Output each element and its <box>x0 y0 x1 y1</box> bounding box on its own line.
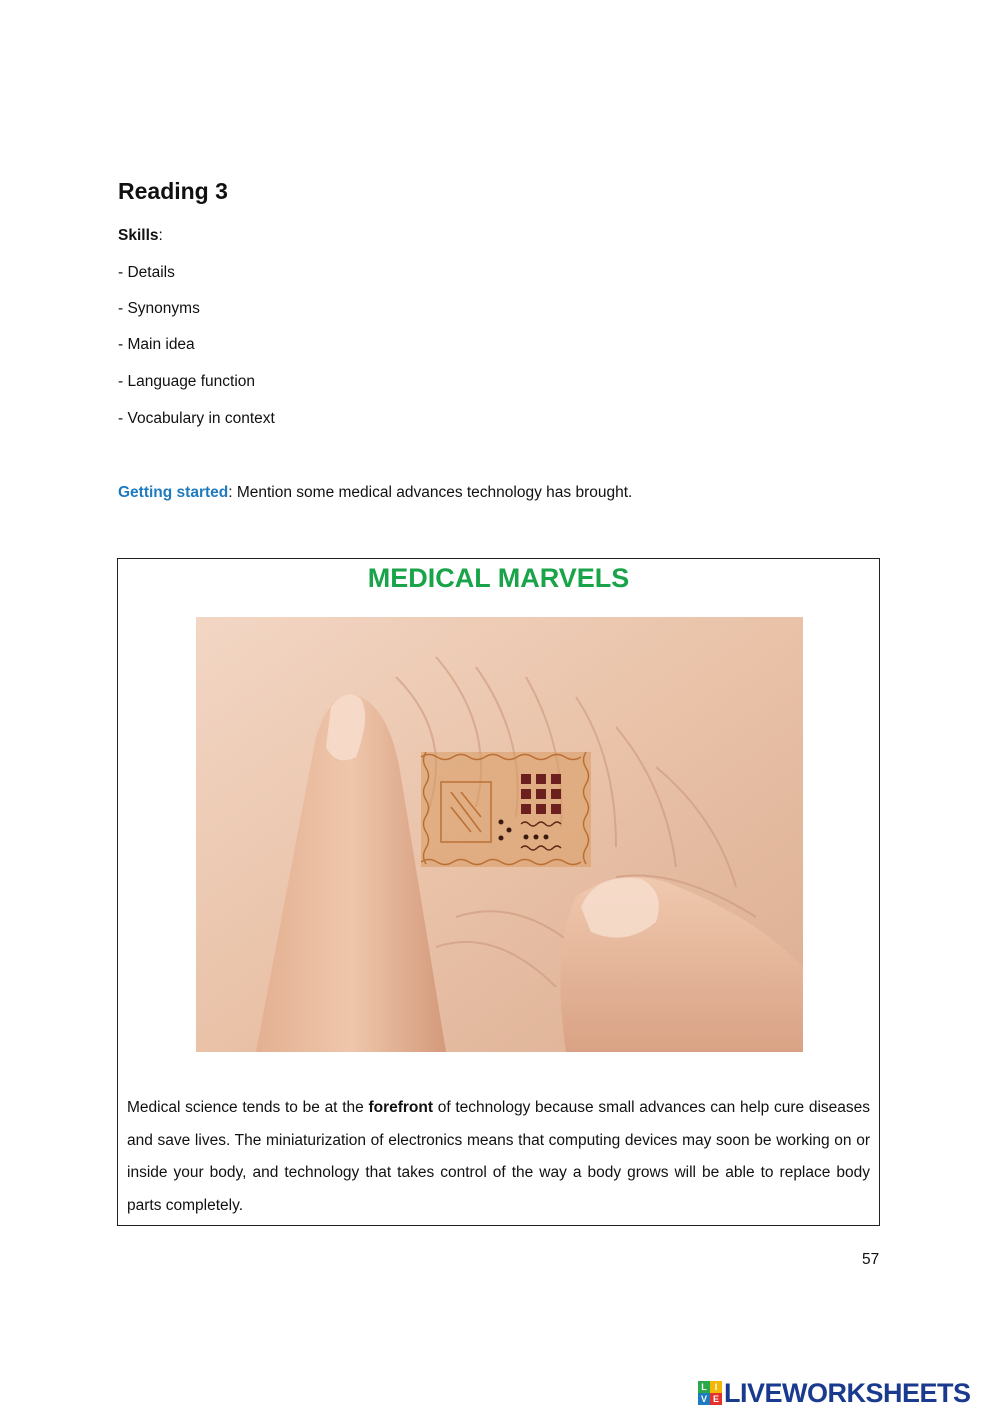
getting-started-label: Getting started <box>118 484 229 501</box>
article-body <box>127 1092 870 1223</box>
logo-letter: I <box>710 1381 722 1393</box>
liveworksheets-logo-text: LIVEWORKSHEETS <box>724 1377 971 1408</box>
logo-letter: L <box>698 1381 710 1393</box>
page-title: Reading 3 <box>118 178 228 204</box>
skill-item: - Language function <box>118 373 256 390</box>
page-number: 57 <box>862 1251 880 1268</box>
skill-item: - Main idea <box>118 336 195 353</box>
getting-started <box>118 484 632 502</box>
liveworksheets-logo[interactable] <box>698 1378 971 1408</box>
getting-started-text: : Mention some medical advances technology has brought. <box>228 484 633 501</box>
article-body-keyword: forefront <box>368 1099 434 1116</box>
logo-letter: E <box>710 1393 722 1405</box>
skills-label-colon: : <box>158 227 163 244</box>
skill-item: - Details <box>118 264 175 281</box>
article-body-before: Medical science tends to be at the <box>127 1099 369 1116</box>
logo-letter: V <box>698 1393 710 1405</box>
liveworksheets-mark-icon <box>698 1381 722 1405</box>
skills-label <box>118 227 163 245</box>
article-body-after: of technology because small advances can help cure diseases and save lives. The miniaturization of electronics means that computing devices may soon be working on or inside your body, and technology that takes control of the way a body grows will be able to replace body parts completely. <box>127 1099 871 1215</box>
skill-item: - Synonyms <box>118 300 200 317</box>
article-photo <box>196 617 803 1052</box>
article-title: MEDICAL MARVELS <box>367 563 630 593</box>
article-box <box>117 558 880 1226</box>
skills-label-text: Skills <box>118 227 159 244</box>
skill-item: - Vocabulary in context <box>118 410 275 427</box>
